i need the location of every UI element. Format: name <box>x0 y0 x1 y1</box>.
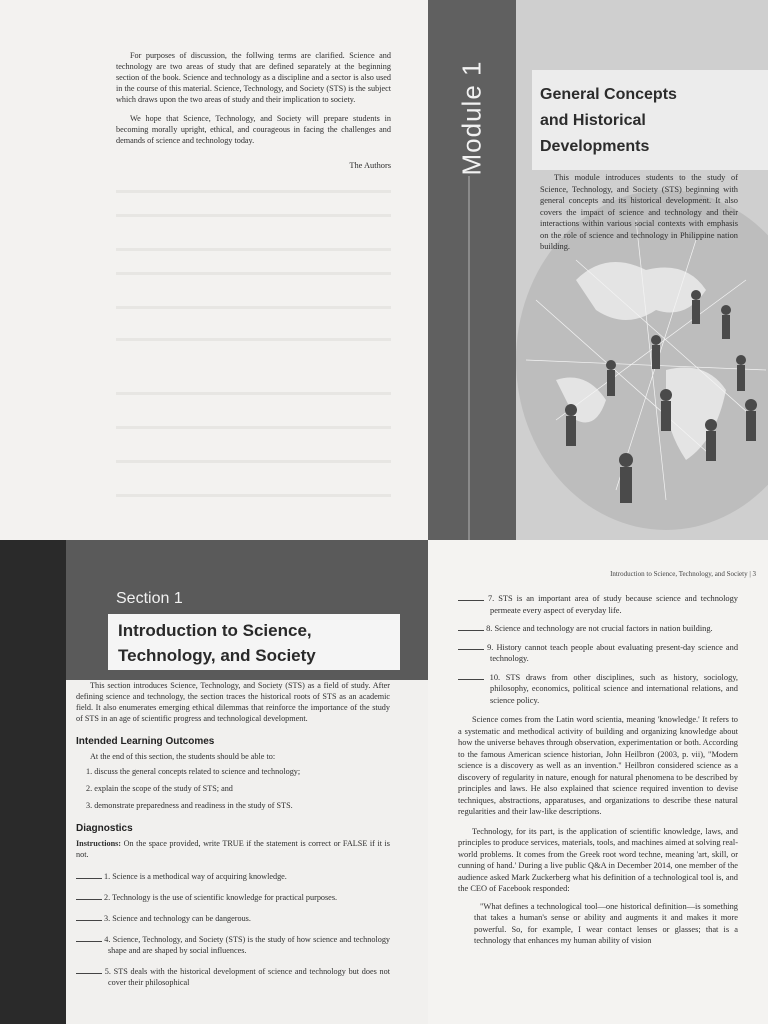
preface-page <box>0 0 428 540</box>
bleed-through-line <box>116 392 391 395</box>
bleed-through-line <box>116 460 391 463</box>
diagnostic-item: 5. STS deals with the historical development of science and technology but does not cover their philosophical <box>76 965 390 988</box>
module-title: General Concepts and Historical Developments <box>540 86 677 155</box>
bleed-through-line <box>116 272 391 275</box>
preface-text <box>116 50 391 171</box>
outcomes-list <box>76 766 390 811</box>
module-intro: This module introduces students to the study of Science, Technology, and Society (STS) beginning with general concepts and its historical development. It also covers the impact of science and technology and their interactions within various social contexts with emphasis on the role of science and technology in Philippine nation building. <box>540 173 738 251</box>
bleed-through-line <box>116 248 391 251</box>
answer-blank[interactable] <box>76 870 102 879</box>
bleed-through-line <box>116 306 391 309</box>
answer-blank[interactable] <box>458 592 484 601</box>
preface-paragraph-2: We hope that Science, Technology, and Society will prepare students in becoming morally upright, ethical, and courageous in facing the challenges and demands of science and technology today. <box>116 114 391 145</box>
answer-blank[interactable] <box>458 641 484 650</box>
answer-blank[interactable] <box>458 622 484 631</box>
diagnostic-item: 1. Science is a methodical way of acquiring knowledge. <box>76 870 390 882</box>
list-item: 2. explain the scope of the study of STS; and <box>86 784 233 793</box>
answer-blank[interactable] <box>76 965 102 974</box>
instructions: Instructions: On the space provided, write TRUE if the statement is correct or FALSE if it is not. <box>76 839 390 859</box>
running-head: Introduction to Science, Technology, and Society | 3 <box>610 570 756 578</box>
section-label: Section 1 <box>116 590 183 607</box>
diagnostic-item: 2. Technology is the use of scientific knowledge for practical purposes. <box>76 891 390 903</box>
module-cover-page <box>428 0 768 540</box>
authors-signature: The Authors <box>349 161 391 170</box>
module-label: Module 1 <box>456 60 487 176</box>
diagnostic-item: 8. Science and technology are not crucial factors in nation building. <box>458 622 738 635</box>
zuckerberg-quote: "What defines a technological tool—one historical definition—is something that takes a human's sense or ability and augments it and makes it more powerful. So, for example, I wear contact lenses or glasses; that is a technology that enhances my human ability of vision <box>474 901 738 945</box>
diagnostics-heading: Diagnostics <box>76 823 133 834</box>
bleed-through-line <box>116 426 391 429</box>
answer-blank[interactable] <box>458 671 484 680</box>
answer-blank[interactable] <box>76 912 102 921</box>
bleed-through-line <box>116 338 391 341</box>
band-divider <box>468 176 470 540</box>
section-title: Introduction to Science, Technology, and Society <box>118 621 316 665</box>
section-page <box>66 540 428 1024</box>
answer-blank[interactable] <box>76 891 102 900</box>
content-page-3 <box>428 540 768 1024</box>
bleed-through-line <box>116 494 391 497</box>
list-item: 1. discuss the general concepts related to science and technology; <box>86 767 301 776</box>
scan-background <box>0 540 66 1024</box>
diagnostic-item: 4. Science, Technology, and Society (STS) is the study of how science and technology shape and are shaped by social influences. <box>76 933 390 956</box>
answer-blank[interactable] <box>76 933 102 942</box>
bleed-through-line <box>116 214 391 217</box>
technology-paragraph: Technology, for its part, is the application of scientific knowledge, laws, and principles to produce services, materials, tools, and machines aimed at solving real-world problems. It comes from the Greek root word techne, meaning 'art, skill, or cunning of hand.' During a live public Q&A in December 2014, one member of the audience asked Mark Zuckerberg what his definition of a technological tool is, and the CEO of Facebook responded: <box>458 826 739 893</box>
preface-paragraph-1: For purposes of discussion, the follwing terms are clarified. Science and technology are two areas of study that are defined separately at the beginning section of the book. Science and technology as a discipline and a sector is also used in the course of this material. Science, Technology, and Society (STS) is the subject which draws upon the two areas of study and their implication to society. <box>116 51 391 104</box>
outcomes-heading: Intended Learning Outcomes <box>76 736 215 747</box>
outcomes-intro: At the end of this section, the students should be able to: <box>90 752 276 761</box>
diagnostic-item: 10. STS draws from other disciplines, such as history, sociology, philosophy, economics, political science and international relations, and science policy. <box>458 671 738 707</box>
list-item: 3. demonstrate preparedness and readiness in the study of STS. <box>86 801 293 810</box>
diagnostic-item: 9. History cannot teach people about evaluating present-day science and technology. <box>458 641 738 665</box>
bleed-through-line <box>116 190 391 193</box>
page-3-body <box>458 592 738 947</box>
section-intro: This section introduces Science, Technology, and Society (STS) as a field of study. After defining science and technology, the section traces the historical roots of STS as an academic field. It also enumerates emerging ethical dilemmas that reinforce the importance of the study of STS in an age of scientific progress and technological development. <box>76 681 390 723</box>
diagnostic-item: 3. Science and technology can be dangerous. <box>76 912 390 924</box>
diagnostic-item: 7. STS is an important area of study because science and technology permeate every aspect of everyday life. <box>458 592 738 616</box>
section-body <box>76 680 390 997</box>
science-paragraph: Science comes from the Latin word scientia, meaning 'knowledge.' It refers to a systematic and methodical activity of building and organizing knowledge about how the universe behaves through observation, experimentation or both. According to the famous American science historian, John Heilbron (2003, p. vii), "Modern science is a discovery as well as an invention." Heilbron considered science as a discovery of regularity in nature, enough for natural phenomena to be described by principles and laws. He also explained that science required invention to devise techniques, abstractions, apparatuses, and organizations to describe these natural regularities and their law-like descriptions. <box>458 715 738 816</box>
